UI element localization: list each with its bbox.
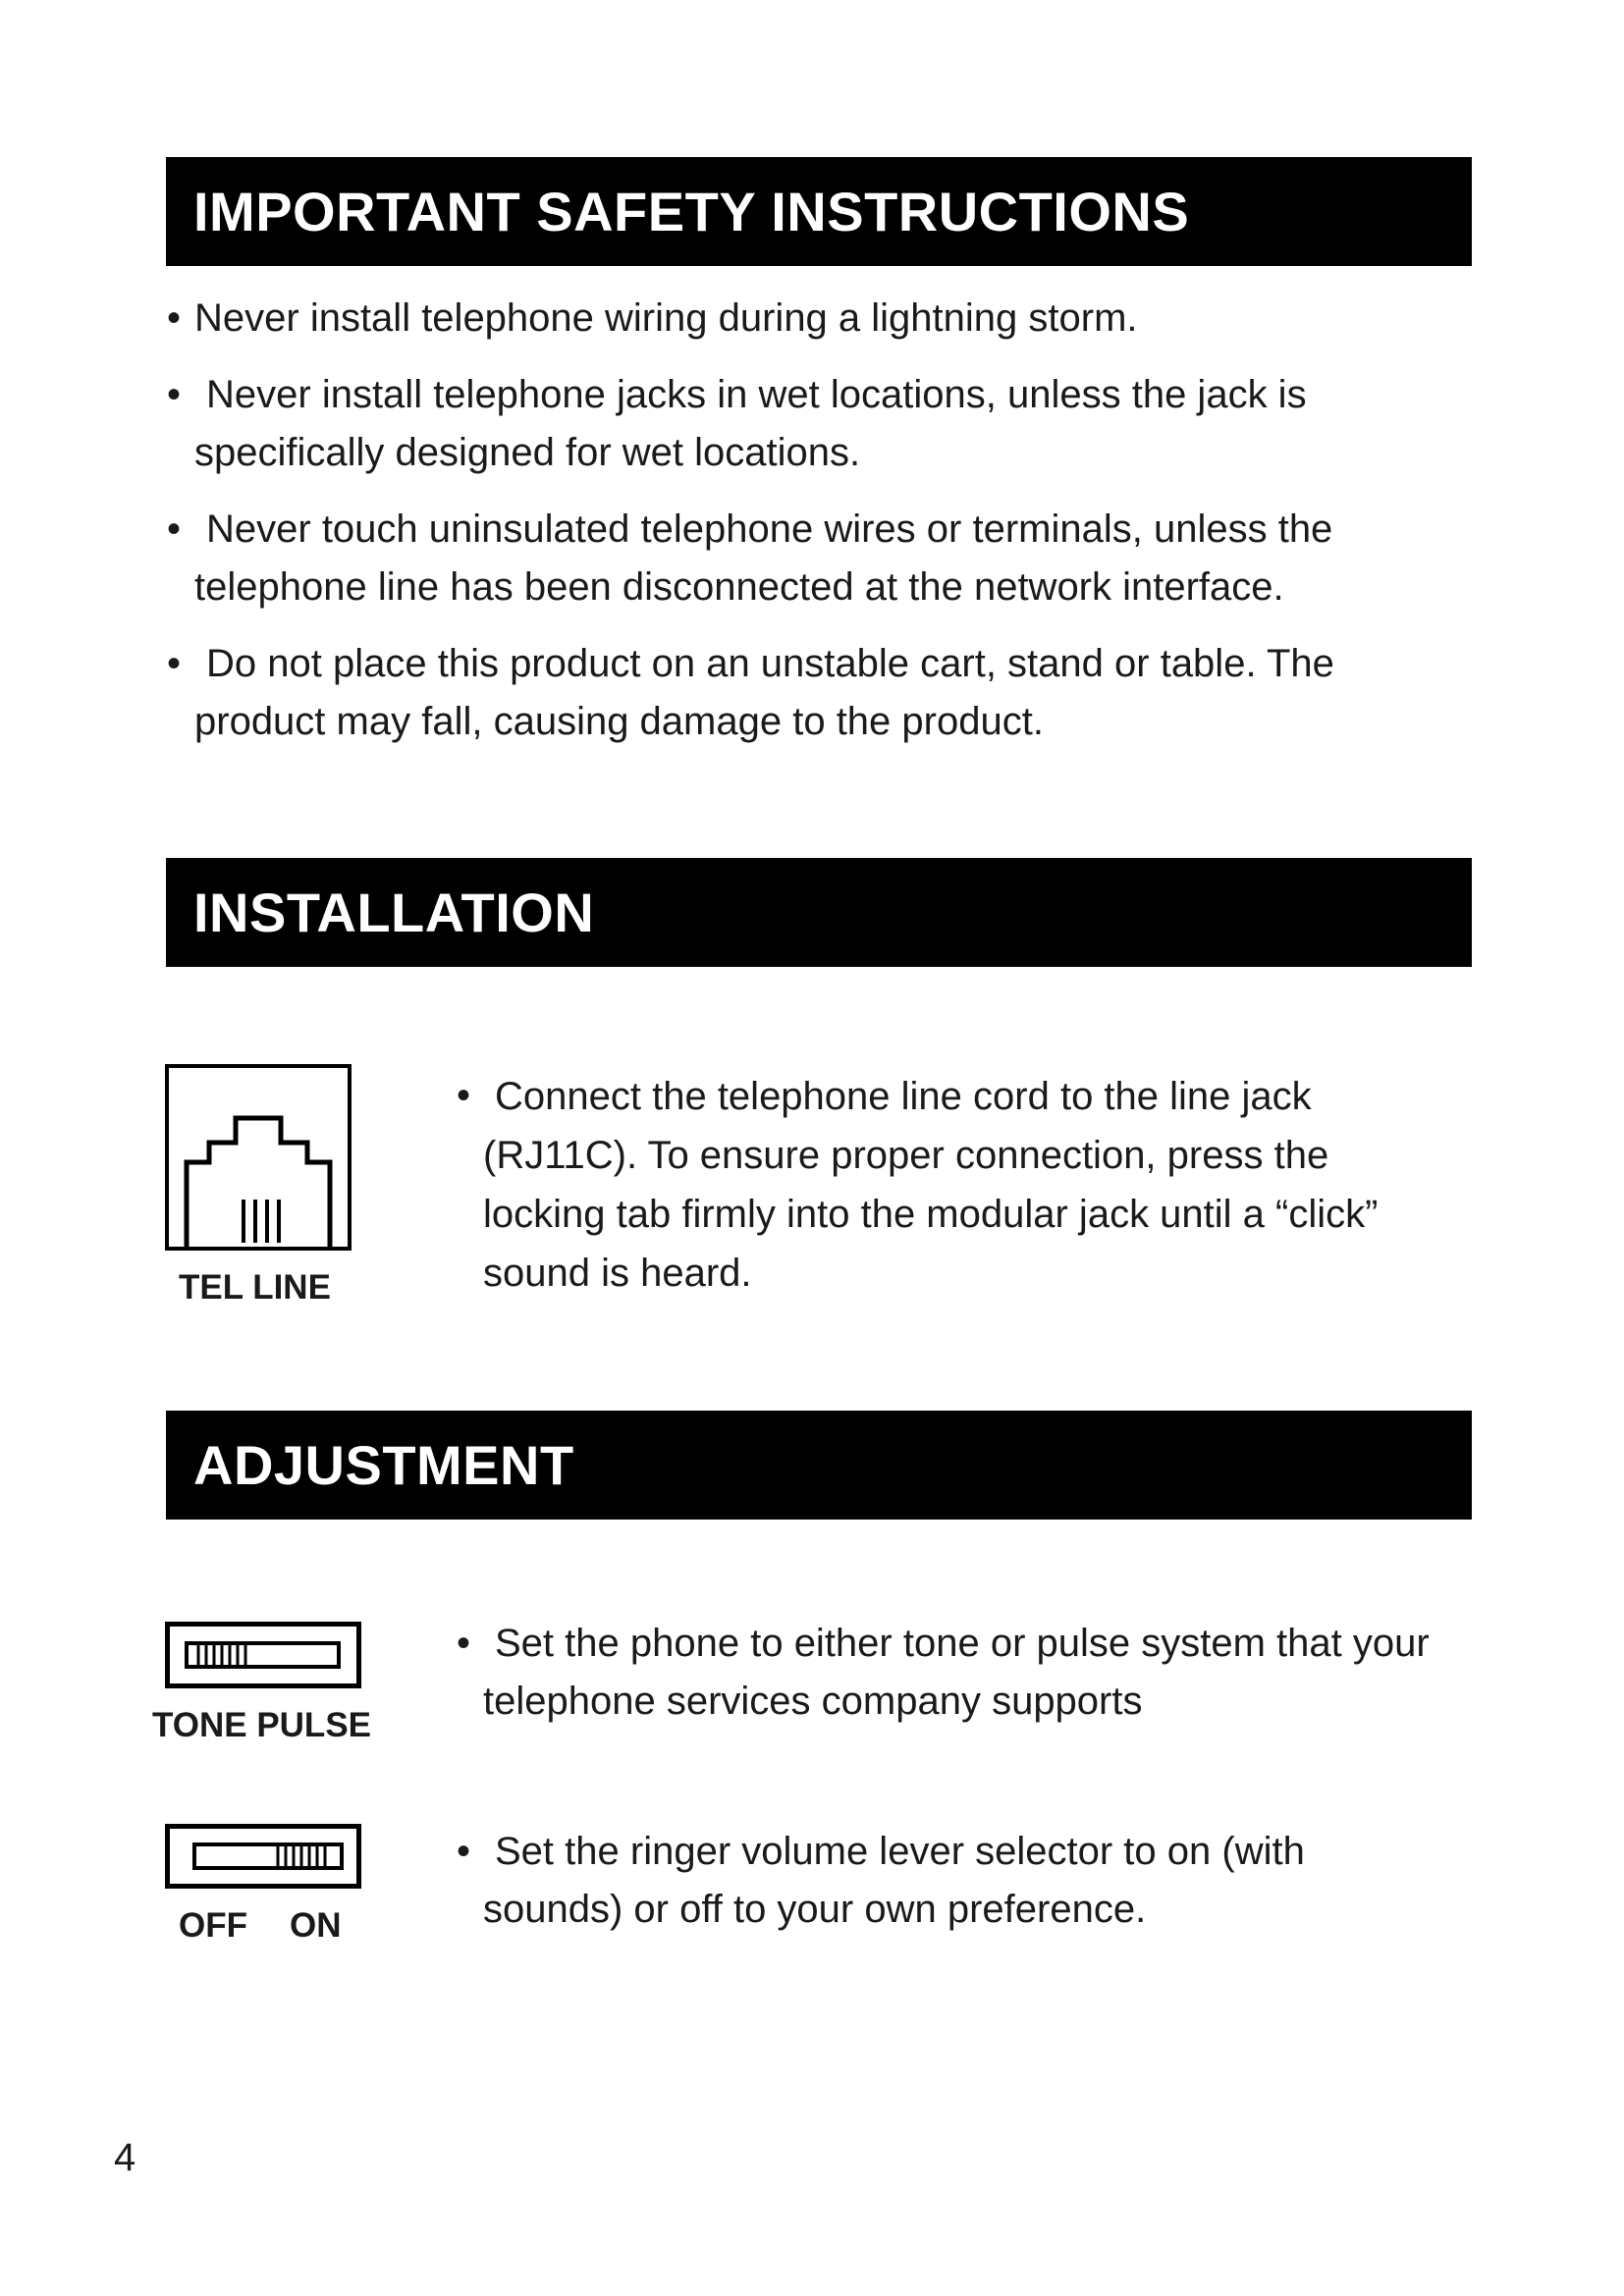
tone-pulse-switch-icon — [165, 1622, 361, 1688]
bullet-marker: • — [167, 373, 182, 416]
bullet-marker: • — [167, 296, 182, 340]
adjustment-bullet-item — [457, 1615, 1448, 1731]
safety-bullet-text: Never install telephone jacks in wet locations, unless the jack is specifically designed for wet locations. — [194, 373, 1307, 474]
ringer-off-label: OFF — [179, 1906, 247, 1945]
safety-bullet-item — [167, 366, 1404, 482]
adjustment-section-title: ADJUSTMENT — [193, 1434, 574, 1496]
ringer-switch-icon — [165, 1824, 361, 1889]
safety-bullet-item — [167, 501, 1404, 616]
tel-line-label: TEL LINE — [179, 1268, 331, 1307]
safety-bullet-text: Never touch uninsulated telephone wires or terminals, unless the telephone line has been disconnected at the network interface. — [194, 507, 1333, 609]
adjustment-bullet-item — [457, 1823, 1448, 1939]
tone-pulse-bullet-text: Set the phone to either tone or pulse system that your telephone services company supports — [483, 1622, 1430, 1723]
installation-bullet-item — [457, 1067, 1448, 1303]
safety-bullet-text: Do not place this product on an unstable cart, stand or table. The product may fall, causing damage to the product. — [194, 642, 1334, 743]
bullet-marker: • — [457, 1074, 471, 1117]
bullet-marker: • — [457, 1622, 471, 1665]
safety-bullet-text: Never install telephone wiring during a lightning storm. — [194, 296, 1138, 340]
bullet-marker: • — [167, 507, 182, 551]
page-number: 4 — [114, 2136, 136, 2179]
bullet-marker: • — [167, 642, 182, 685]
safety-section-header — [166, 157, 1472, 266]
telephone-jack-icon — [165, 1064, 352, 1251]
safety-bullet-item — [167, 290, 1463, 347]
ringer-on-label: ON — [290, 1906, 342, 1945]
safety-bullet-item — [167, 635, 1404, 751]
safety-section-title: IMPORTANT SAFETY INSTRUCTIONS — [193, 181, 1190, 242]
tone-pulse-label: TONE PULSE — [152, 1706, 372, 1744]
ringer-bullet-text: Set the ringer volume lever selector to on (with sounds) or off to your own preference. — [483, 1830, 1305, 1931]
installation-bullet-text: Connect the telephone line cord to the line jack (RJ11C). To ensure proper connection, press the locking tab firmly into the modular jack until a “click” sound is heard. — [483, 1075, 1379, 1295]
installation-section-header — [166, 858, 1472, 967]
bullet-marker: • — [457, 1830, 471, 1873]
adjustment-section-header — [166, 1411, 1472, 1520]
installation-section-title: INSTALLATION — [193, 881, 595, 943]
